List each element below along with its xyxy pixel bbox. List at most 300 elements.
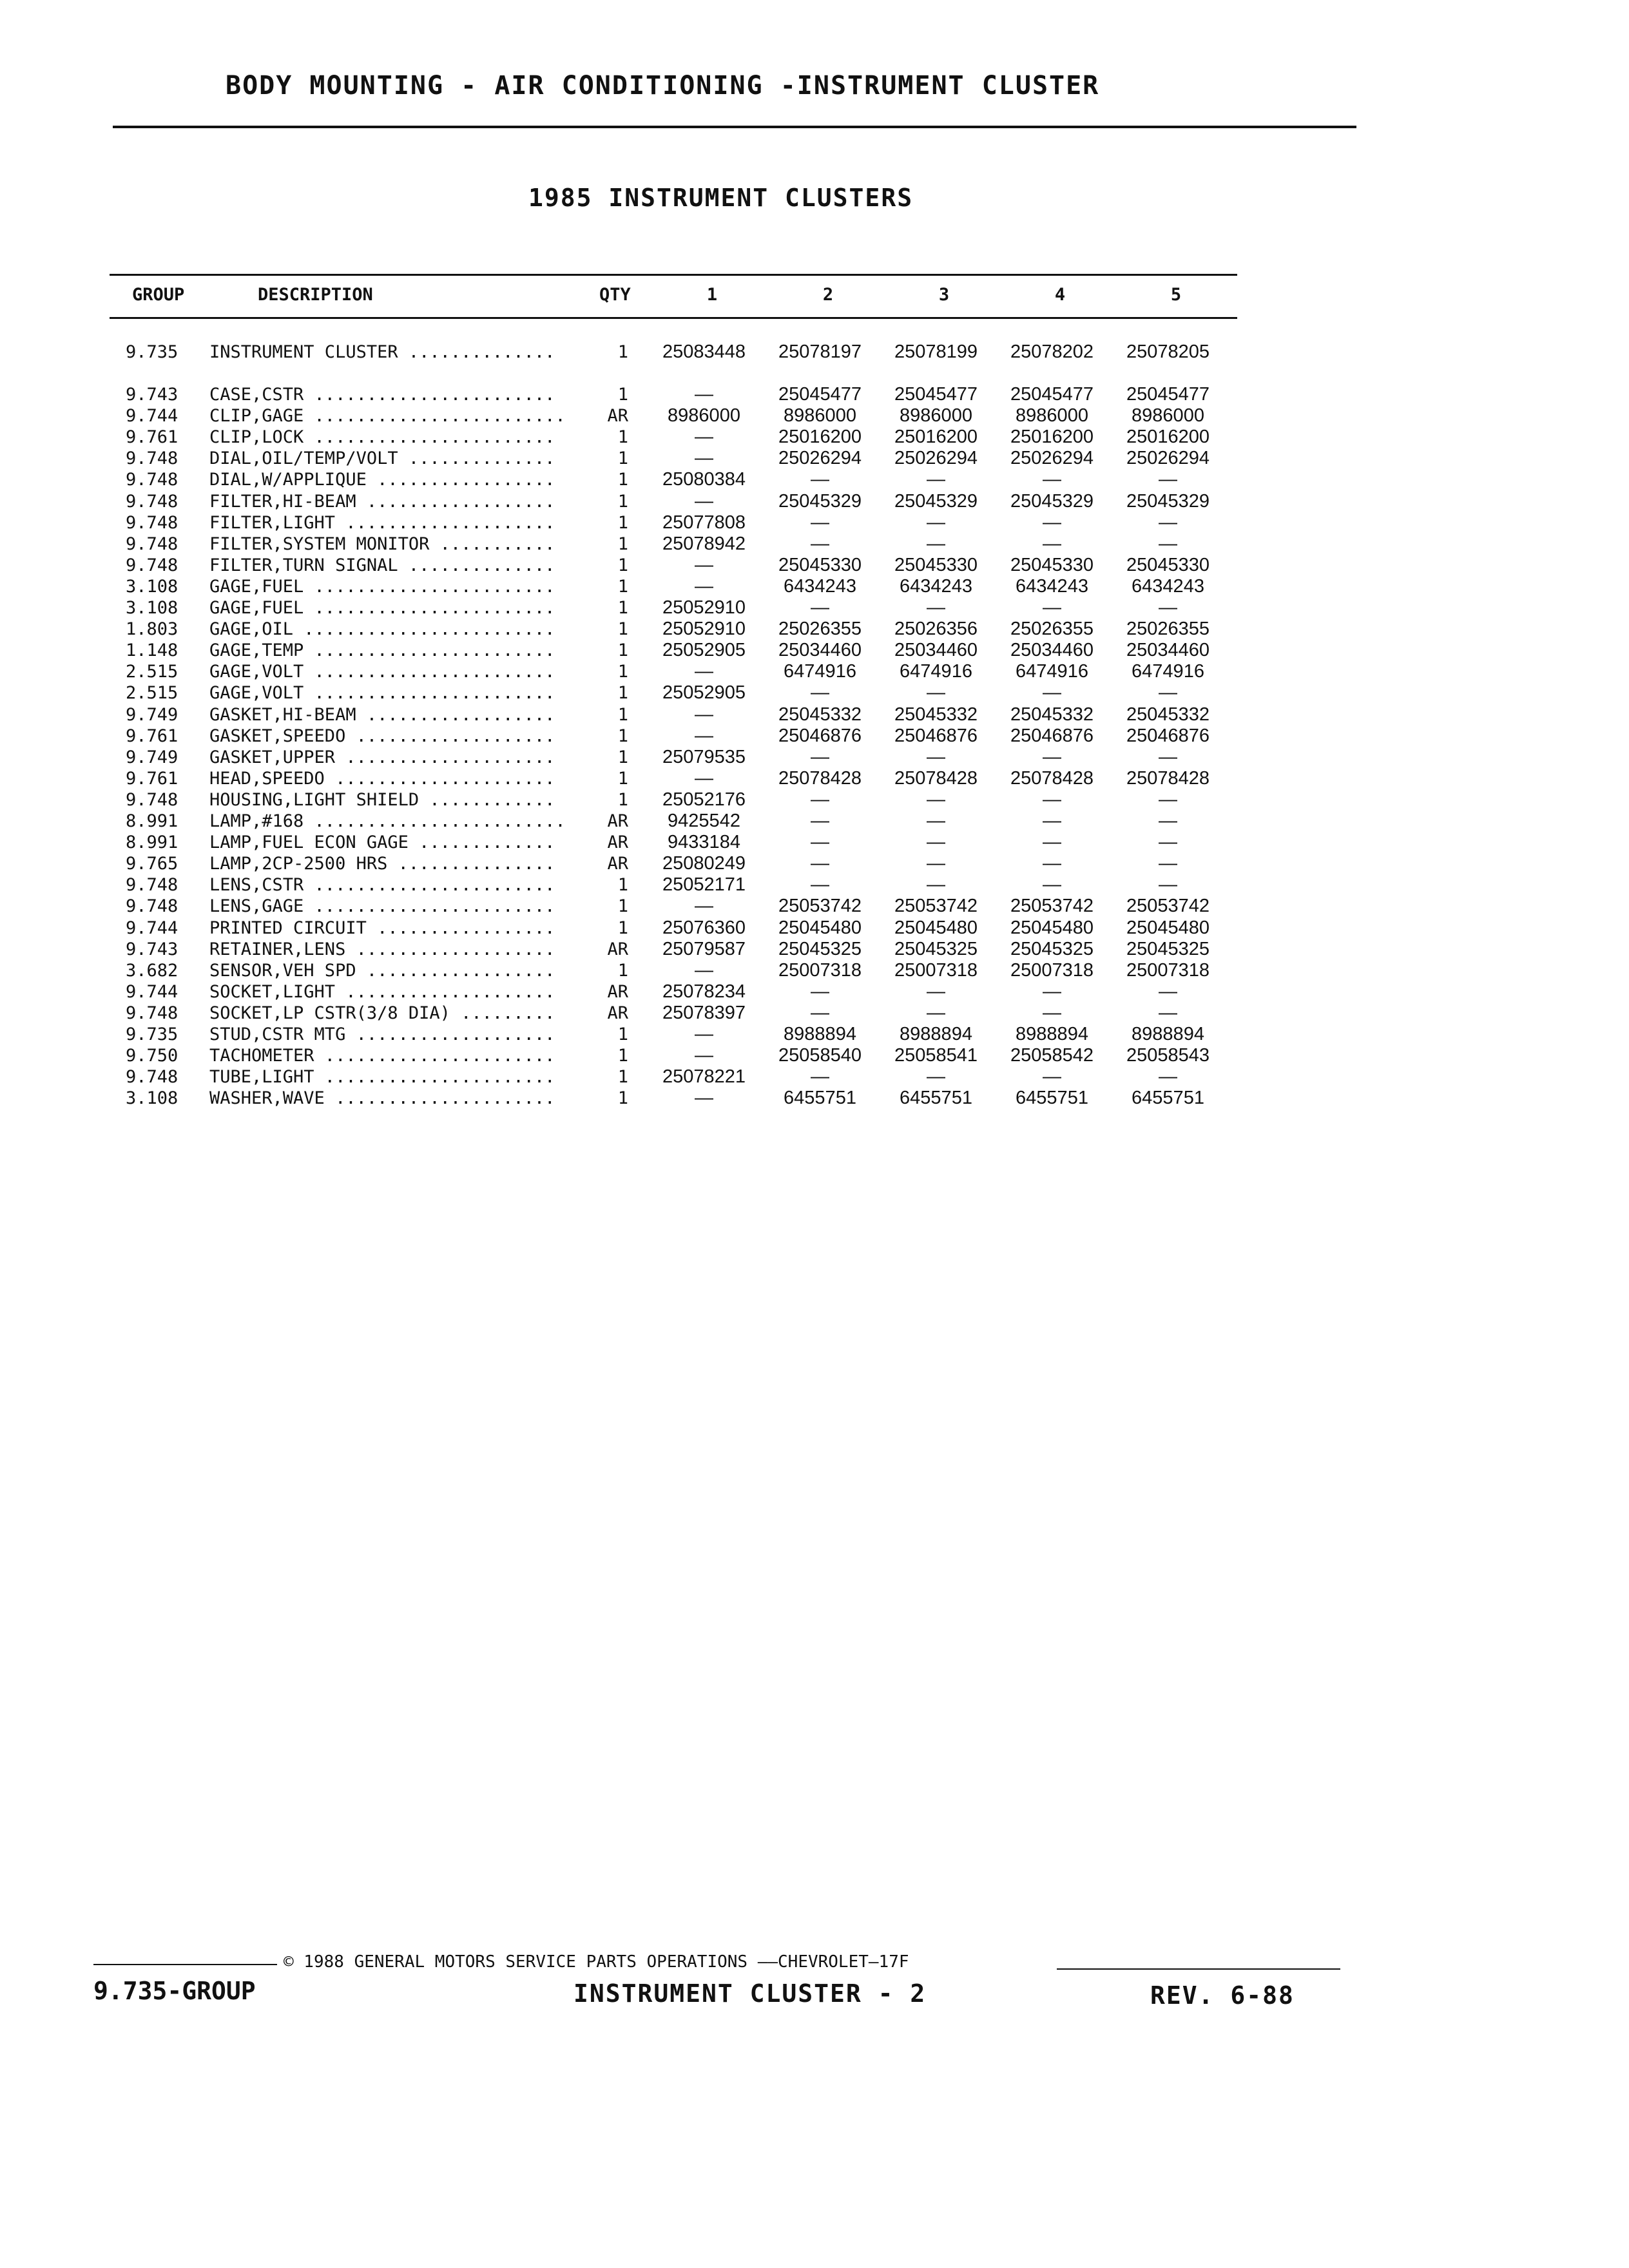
table-row [0,918,1629,939]
description-cell: GAGE,VOLT ....................... [209,662,555,682]
description-cell: SOCKET,LIGHT .................... [209,981,555,1002]
part-number-cell-3: 25078428 [894,767,978,789]
part-number-cell-3: 25045325 [894,938,978,959]
part-number-cell-4: — [1043,874,1061,896]
part-number-cell-4: 6455751 [1016,1088,1088,1109]
table-row [0,1066,1629,1088]
description-cell: LENS,CSTR ....................... [209,875,555,896]
table-row [0,1088,1629,1109]
part-number-cell-5: — [1159,597,1177,618]
part-number-cell-1: — [695,725,713,746]
part-number-cell-3: 6474916 [900,661,972,682]
part-number-cell-5: — [1159,981,1177,1002]
qty-cell: 1 [617,704,628,725]
part-number-cell-5: — [1159,682,1177,704]
part-number-cell-2: 25046876 [778,725,862,746]
table-row [0,682,1629,704]
part-number-cell-1: 25052176 [662,789,746,810]
part-number-cell-4: — [1043,811,1061,831]
qty-cell: 1 [617,918,628,938]
description-cell: SOCKET,LP CSTR(3/8 DIA) ......... [209,1003,555,1023]
part-number-cell-3: 25045330 [894,554,978,575]
group-cell: 9.748 [126,1003,178,1023]
description-cell: FILTER,TURN SIGNAL .............. [209,555,555,575]
part-number-cell-5: — [1159,853,1177,874]
description-cell: GASKET,UPPER .................... [209,747,555,767]
qty-cell: AR [607,832,628,853]
qty-cell: 1 [617,960,628,981]
part-number-cell-2: — [811,1066,829,1088]
column-header-description: DESCRIPTION [258,285,373,305]
group-cell: 2.515 [126,662,178,682]
description-cell: LAMP,#168 ........................ [209,811,566,831]
group-cell: 9.748 [126,875,178,896]
table-row [0,981,1629,1003]
part-number-cell-4: — [1043,597,1061,618]
description-cell: DIAL,W/APPLIQUE ................. [209,470,555,490]
part-number-cell-4: 25045325 [1010,938,1094,959]
part-number-cell-2: — [811,853,829,874]
description-cell: LAMP,FUEL ECON GAGE ............. [209,832,555,853]
description-cell: INSTRUMENT CLUSTER .............. [209,342,555,362]
part-number-cell-5: — [1159,874,1177,896]
part-number-cell-2: — [811,1002,829,1023]
part-number-cell-4: — [1043,746,1061,767]
part-number-cell-4: 25045330 [1010,554,1094,575]
part-number-cell-3: 25045332 [894,704,978,725]
description-cell: TACHOMETER ...................... [209,1046,555,1066]
part-number-cell-2: 8988894 [784,1024,856,1044]
part-number-cell-1: 25052171 [662,874,746,896]
part-number-cell-5: 25034460 [1126,640,1210,661]
part-number-cell-5: — [1159,512,1177,533]
part-number-cell-4: 8986000 [1016,405,1088,427]
table-row [0,427,1629,448]
group-cell: 9.744 [126,406,178,427]
group-cell: 8.991 [126,832,178,853]
description-cell: GASKET,HI-BEAM .................. [209,704,555,725]
part-number-cell-1: — [695,575,713,597]
part-number-cell-2: — [811,533,829,554]
qty-cell: 1 [617,896,628,917]
part-number-cell-2: — [811,469,829,490]
part-number-cell-3: 6455751 [900,1088,972,1109]
group-cell: 9.749 [126,747,178,767]
qty-cell: 1 [617,789,628,810]
group-cell: 9.749 [126,704,178,725]
qty-cell: AR [607,981,628,1002]
part-number-cell-4: 25034460 [1010,640,1094,661]
part-number-cell-1: — [695,896,713,917]
part-number-cell-1: 9425542 [668,811,740,831]
table-row [0,726,1629,747]
part-number-cell-3: 25026356 [894,619,978,640]
table-row [0,1003,1629,1024]
part-number-cell-4: — [1043,682,1061,704]
part-number-cell-5: 25045477 [1126,384,1210,405]
part-number-cell-1: — [695,554,713,575]
group-cell: 9.748 [126,491,178,512]
part-number-cell-5: 25078428 [1126,767,1210,789]
part-number-cell-2: — [811,981,829,1002]
part-number-cell-1: 25052910 [662,619,746,640]
part-number-cell-2: 25026355 [778,619,862,640]
part-number-cell-2: 25045330 [778,554,862,575]
part-number-cell-4: — [1043,1002,1061,1023]
part-number-cell-4: 8988894 [1016,1024,1088,1044]
table-header-rule [110,317,1237,319]
part-number-cell-3: — [927,597,945,618]
description-cell: GAGE,FUEL ....................... [209,576,555,597]
group-cell: 9.748 [126,448,178,469]
part-number-cell-3: — [927,874,945,896]
qty-cell: 1 [617,619,628,640]
qty-cell: 1 [617,768,628,789]
table-row [0,512,1629,533]
part-number-cell-2: 25078197 [778,341,862,362]
table-row [0,939,1629,960]
part-number-cell-4: 25045477 [1010,384,1094,405]
part-number-cell-3: — [927,811,945,831]
part-number-cell-2: 25016200 [778,427,862,448]
part-number-cell-5: 6455751 [1132,1088,1204,1109]
table-row [0,811,1629,832]
qty-cell: 1 [617,470,628,490]
part-number-cell-2: 25053742 [778,896,862,917]
part-number-cell-1: — [695,1088,713,1109]
part-number-cell-2: — [811,874,829,896]
table-row [0,960,1629,981]
description-cell: SENSOR,VEH SPD .................. [209,960,555,981]
part-number-cell-2: 25007318 [778,959,862,981]
part-number-cell-4: 25045329 [1010,490,1094,512]
group-cell: 3.682 [126,960,178,981]
qty-cell: 1 [617,1024,628,1044]
part-number-cell-5: 25045330 [1126,554,1210,575]
part-number-cell-3: — [927,533,945,554]
part-number-cell-5: 25045480 [1126,917,1210,938]
part-number-cell-2: 25078428 [778,767,862,789]
part-number-cell-2: — [811,746,829,767]
part-number-cell-4: 6474916 [1016,661,1088,682]
part-number-cell-3: 25026294 [894,448,978,469]
part-number-cell-5: 25078205 [1126,341,1210,362]
part-number-cell-1: 25078221 [662,1066,746,1088]
qty-cell: 1 [617,662,628,682]
part-number-cell-1: 25080384 [662,469,746,490]
part-number-cell-3: — [927,512,945,533]
group-cell: 9.743 [126,939,178,959]
description-cell: FILTER,LIGHT .................... [209,512,555,533]
description-cell: GAGE,FUEL ....................... [209,598,555,618]
part-number-cell-1: — [695,384,713,405]
column-header-3: 3 [938,285,950,305]
qty-cell: 1 [617,1067,628,1088]
part-number-cell-3: 25046876 [894,725,978,746]
table-row [0,789,1629,811]
part-number-cell-4: — [1043,853,1061,874]
part-number-cell-2: 25058540 [778,1045,862,1066]
part-number-cell-1: 25079535 [662,746,746,767]
footer-copyright: © 1988 GENERAL MOTORS SERVICE PARTS OPERATIONS ——CHEVROLET—17F [284,1952,909,1972]
description-cell: RETAINER,LENS ................... [209,939,555,959]
table-row [0,491,1629,512]
table-row [0,469,1629,490]
group-cell: 9.743 [126,385,178,405]
part-number-cell-1: 25078942 [662,533,746,554]
group-cell: 9.735 [126,342,178,362]
part-number-cell-2: 25034460 [778,640,862,661]
table-row [0,896,1629,917]
description-cell: STUD,CSTR MTG ................... [209,1024,555,1044]
part-number-cell-5: — [1159,1066,1177,1088]
description-cell: WASHER,WAVE ..................... [209,1088,555,1109]
part-number-cell-5: 8986000 [1132,405,1204,427]
table-row [0,597,1629,619]
description-cell: TUBE,LIGHT ...................... [209,1067,555,1088]
part-number-cell-4: — [1043,1066,1061,1088]
part-number-cell-1: 8986000 [668,405,740,427]
part-number-cell-4: 25026294 [1010,448,1094,469]
footer-rule-right [1057,1968,1340,1970]
qty-cell: AR [607,939,628,959]
description-cell: GAGE,OIL ........................ [209,619,555,640]
column-header-group: GROUP [132,285,185,305]
part-number-cell-1: — [695,959,713,981]
part-number-cell-3: — [927,1002,945,1023]
part-number-cell-3: — [927,789,945,810]
part-number-cell-4: 25007318 [1010,959,1094,981]
description-cell: CASE,CSTR ....................... [209,385,555,405]
part-number-cell-2: 25045477 [778,384,862,405]
footer-group-reference: 9.735-GROUP [93,1977,256,2005]
qty-cell: 1 [617,747,628,767]
part-number-cell-1: — [695,448,713,469]
group-cell: 9.761 [126,726,178,746]
footer-rule-left [93,1964,277,1965]
description-cell: GAGE,VOLT ....................... [209,683,555,704]
part-number-cell-2: — [811,832,829,853]
group-cell: 9.748 [126,555,178,575]
description-cell: FILTER,HI-BEAM .................. [209,491,555,512]
part-number-cell-5: 25046876 [1126,725,1210,746]
part-number-cell-4: 25078202 [1010,341,1094,362]
part-number-cell-3: — [927,853,945,874]
part-number-cell-5: — [1159,746,1177,767]
part-number-cell-4: 25046876 [1010,725,1094,746]
description-cell: FILTER,SYSTEM MONITOR ........... [209,533,555,554]
part-number-cell-5: 25016200 [1126,427,1210,448]
part-number-cell-2: 6434243 [784,575,856,597]
part-number-cell-3: — [927,469,945,490]
part-number-cell-5: 6434243 [1132,575,1204,597]
table-row [0,768,1629,789]
part-number-cell-1: — [695,490,713,512]
part-number-cell-5: — [1159,1002,1177,1023]
group-cell: 9.748 [126,470,178,490]
qty-cell: 1 [617,726,628,746]
qty-cell: 1 [617,427,628,448]
part-number-cell-1: — [695,1024,713,1044]
table-title: 1985 INSTRUMENT CLUSTERS [528,184,914,212]
group-cell: 9.735 [126,1024,178,1044]
qty-cell: AR [607,811,628,831]
part-number-cell-2: — [811,512,829,533]
part-number-cell-3: — [927,981,945,1002]
part-number-cell-5: 25045329 [1126,490,1210,512]
part-number-cell-5: 25045332 [1126,704,1210,725]
table-row [0,341,1629,363]
part-number-cell-1: — [695,661,713,682]
group-cell: 2.515 [126,683,178,704]
part-number-cell-3: 25045477 [894,384,978,405]
footer-revision: REV. 6-88 [1150,1981,1295,2010]
part-number-cell-2: — [811,811,829,831]
part-number-cell-4: — [1043,789,1061,810]
qty-cell: AR [607,406,628,427]
part-number-cell-3: 25053742 [894,896,978,917]
qty-cell: 1 [617,875,628,896]
qty-cell: AR [607,854,628,874]
qty-cell: 1 [617,385,628,405]
header-rule [113,126,1356,128]
description-cell: LENS,GAGE ....................... [209,896,555,917]
part-number-cell-4: 25026355 [1010,619,1094,640]
table-row [0,832,1629,853]
group-cell: 8.991 [126,811,178,831]
part-number-cell-1: — [695,427,713,448]
qty-cell: AR [607,1003,628,1023]
part-number-cell-5: 25058543 [1126,1045,1210,1066]
part-number-cell-3: 8986000 [900,405,972,427]
part-number-cell-1: 25076360 [662,917,746,938]
table-row [0,874,1629,896]
group-cell: 9.765 [126,854,178,874]
part-number-cell-5: 25045325 [1126,938,1210,959]
group-cell: 9.744 [126,918,178,938]
description-cell: CLIP,LOCK ....................... [209,427,555,448]
part-number-cell-4: 25058542 [1010,1045,1094,1066]
column-header-4: 4 [1054,285,1066,305]
part-number-cell-4: 25078428 [1010,767,1094,789]
table-row [0,619,1629,640]
part-number-cell-4: 25053742 [1010,896,1094,917]
part-number-cell-2: 6455751 [784,1088,856,1109]
part-number-cell-1: 25052905 [662,682,746,704]
part-number-cell-3: — [927,1066,945,1088]
group-cell: 9.744 [126,981,178,1002]
part-number-cell-5: 8988894 [1132,1024,1204,1044]
table-row [0,1045,1629,1066]
part-number-cell-1: — [695,767,713,789]
part-number-cell-1: — [695,704,713,725]
part-number-cell-2: 8986000 [784,405,856,427]
part-number-cell-4: — [1043,512,1061,533]
qty-cell: 1 [617,1088,628,1109]
part-number-cell-3: 25007318 [894,959,978,981]
qty-cell: 1 [617,683,628,704]
table-row [0,384,1629,405]
column-header-1: 1 [706,285,718,305]
part-number-cell-3: 25045329 [894,490,978,512]
part-number-cell-5: 6474916 [1132,661,1204,682]
part-number-cell-3: 25058541 [894,1045,978,1066]
part-number-cell-1: 25080249 [662,853,746,874]
part-number-cell-1: 9433184 [668,832,740,853]
qty-cell: 1 [617,640,628,661]
part-number-cell-4: 25045332 [1010,704,1094,725]
qty-cell: 1 [617,598,628,618]
table-row [0,533,1629,555]
table-row [0,640,1629,661]
part-number-cell-4: 25016200 [1010,427,1094,448]
part-number-cell-4: — [1043,981,1061,1002]
group-cell: 3.108 [126,598,178,618]
description-cell: PRINTED CIRCUIT ................. [209,918,555,938]
part-number-cell-2: — [811,789,829,810]
part-number-cell-1: — [695,1045,713,1066]
part-number-cell-3: — [927,832,945,853]
group-cell: 9.750 [126,1046,178,1066]
table-row [0,661,1629,682]
group-cell: 1.803 [126,619,178,640]
part-number-cell-4: 6434243 [1016,575,1088,597]
description-cell: DIAL,OIL/TEMP/VOLT .............. [209,448,555,469]
part-number-cell-3: 25034460 [894,640,978,661]
description-cell: GASKET,SPEEDO ................... [209,726,555,746]
part-number-cell-5: — [1159,832,1177,853]
footer-section-title: INSTRUMENT CLUSTER - 2 [574,1979,927,2008]
table-row [0,853,1629,874]
part-number-cell-5: — [1159,811,1177,831]
group-cell: 9.748 [126,512,178,533]
part-number-cell-2: 25045480 [778,917,862,938]
group-cell: 9.748 [126,896,178,917]
part-number-cell-5: 25026355 [1126,619,1210,640]
table-row [0,747,1629,768]
description-cell: GAGE,TEMP ....................... [209,640,555,661]
part-number-cell-1: 25077808 [662,512,746,533]
group-cell: 9.761 [126,768,178,789]
qty-cell: 1 [617,555,628,575]
table-row [0,555,1629,576]
part-number-cell-2: 6474916 [784,661,856,682]
part-number-cell-4: 25045480 [1010,917,1094,938]
page-header-title: BODY MOUNTING - AIR CONDITIONING -INSTRUMENT CLUSTER [226,71,1100,101]
part-number-cell-2: — [811,682,829,704]
group-cell: 9.761 [126,427,178,448]
part-number-cell-3: 8988894 [900,1024,972,1044]
description-cell: HEAD,SPEEDO ..................... [209,768,555,789]
part-number-cell-2: — [811,597,829,618]
qty-cell: 1 [617,576,628,597]
group-cell: 9.748 [126,533,178,554]
table-row [0,576,1629,597]
part-number-cell-4: — [1043,832,1061,853]
qty-cell: 1 [617,1046,628,1066]
part-number-cell-2: 25026294 [778,448,862,469]
part-number-cell-3: — [927,682,945,704]
part-number-cell-1: 25052910 [662,597,746,618]
qty-cell: 1 [617,448,628,469]
table-row [0,1024,1629,1045]
column-header-2: 2 [822,285,834,305]
part-number-cell-2: 25045332 [778,704,862,725]
description-cell: LAMP,2CP-2500 HRS ............... [209,854,555,874]
column-header-5: 5 [1170,285,1182,305]
description-cell: CLIP,GAGE ........................ [209,406,566,427]
part-number-cell-5: 25007318 [1126,959,1210,981]
